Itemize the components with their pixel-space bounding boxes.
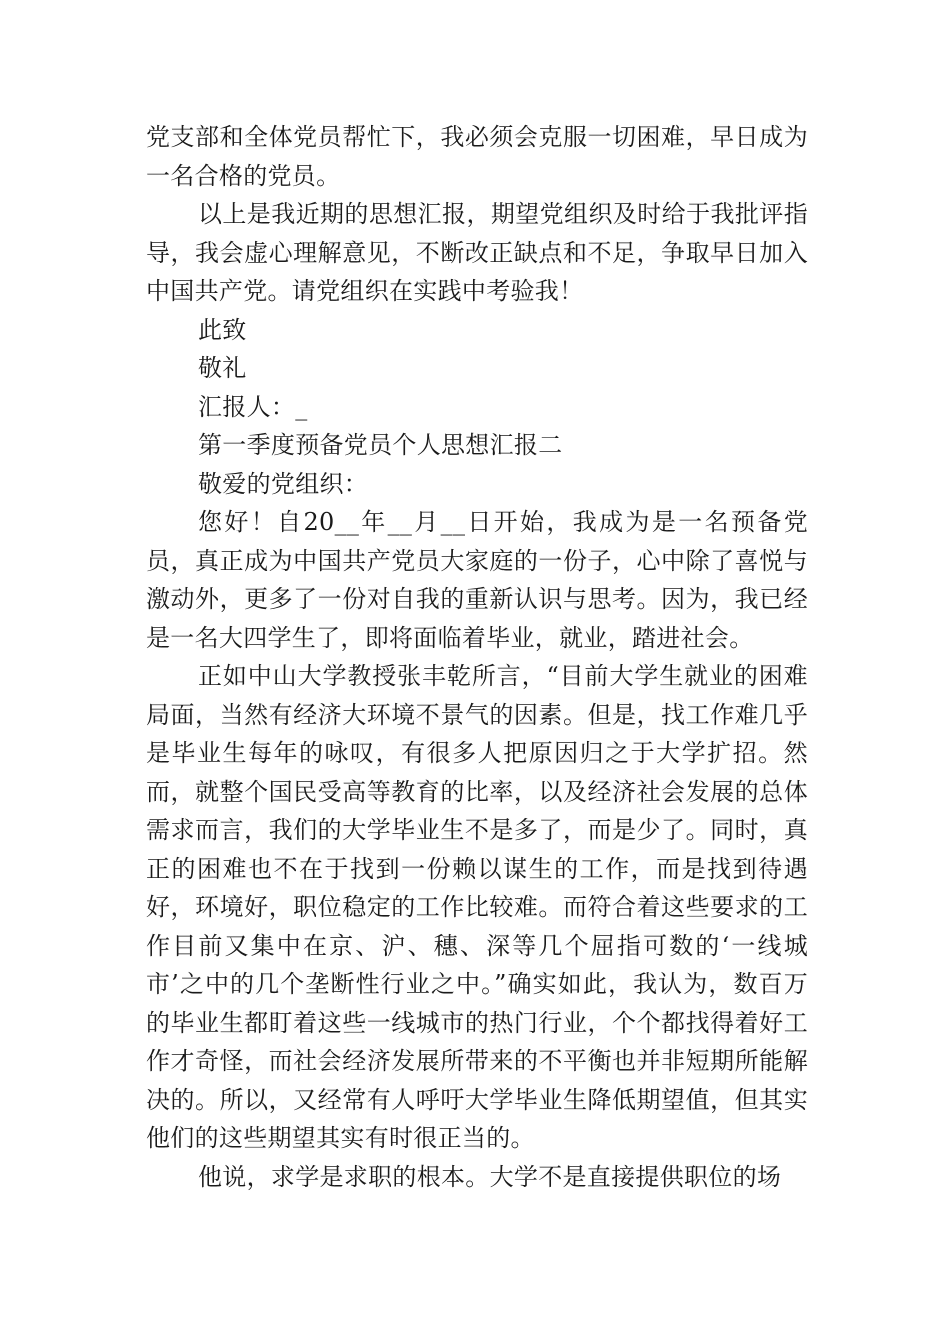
document-body	[146, 118, 808, 1196]
paragraph-closing-intro: 党支部和全体党员帮忙下，我必须会克服一切困难，早日成为一名合格的党员。	[146, 123, 808, 190]
salutation-jingli: 敬礼	[198, 354, 247, 382]
reporter-signature: 汇报人：_	[198, 392, 308, 421]
paragraph-continuation: 他说，求学是求职的根本。大学不是直接提供职位的场	[198, 1162, 782, 1191]
salutation-cizhi: 此致	[198, 315, 247, 344]
paragraph-opening: 您好！自20__年__月__日开始，我成为是一名预备党员，真正成为中国共产党员大家庭的一份子，心中除了喜悦与激动外，更多了一份对自我的重新认识与思考。因为，我已经是一名大四学生了，即将面临着毕业，就业，踏进社会。	[146, 508, 808, 652]
greeting: 敬爱的党组织：	[198, 469, 369, 498]
section-title: 第一季度预备党员个人思想汇报二	[198, 431, 563, 459]
paragraph-quote: 正如中山大学教授张丰乾所言，“目前大学生就业的困难局面，当然有经济大环境不景气的因素。但是，找工作难几乎是毕业生每年的咏叹，有很多人把原因归之于大学扩招。然而，就整个国民受高等教育的比率，以及经济社会发展的总体需求而言，我们的大学毕业生不是多了，而是少了。同时，真正的困难也不在于找到一份赖以谋生的工作，而是找到待遇好，环境好，职位稳定的工作比较难。而符合着这些要求的工作目前又集中在京、沪、穗、深等几个屈指可数的‘一线城市’之中的几个垄断性行业之中。”确实如此，我认为，数百万的毕业生都盯着这些一线城市的热门行业，个个都找得着好工作才奇怪，而社会经济发展所带来的不平衡也并非短期所能解决的。所以，又经常有人呼吁大学毕业生降低期望值，但其实他们的这些期望其实有时很正当的。	[146, 662, 808, 1152]
paragraph-summary: 以上是我近期的思想汇报，期望党组织及时给于我批评指导，我会虚心理解意见，不断改正缺点和不足，争取早日加入中国共产党。请党组织在实践中考验我！	[146, 200, 808, 305]
